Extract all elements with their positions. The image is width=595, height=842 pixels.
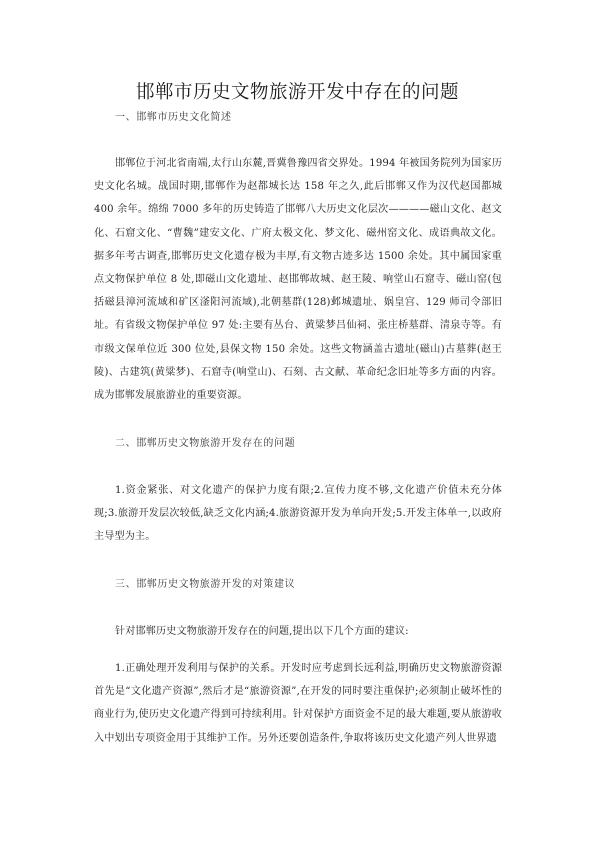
section-2-heading: 二、邯郸历史文物旅游开发存在的问题 [115, 438, 296, 449]
section-3-heading: 三、邯郸历史文物旅游开发的对策建议 [115, 579, 296, 590]
section-3-paragraph [94, 657, 502, 750]
document-title: 邯郸市历史文物旅游开发中存在的问题 [135, 82, 459, 103]
section-3-intro-text: 针对邯郸历史文物旅游开发存在的问题,提出以下几个方面的建议: [115, 626, 409, 637]
section-1-heading: 一、邯郸市历史文化简述 [115, 112, 232, 123]
section-2-paragraph [94, 479, 502, 549]
section-3-text: 1.正确处理开发利用与保护的关系。开发时应考虑到长远利益,明确历史文物旅游资源首先是“文化遗产资源”,然后才是“旅游资源”,在开发的同时要注重保护;必须制止破坏性的商业行为,使历史文化遗产得到可持续利用。针对保护方面资金不足的最大难题,要从旅游收入中划出专项资金用于其维护工作。另外还要创造条件,争取将该历史文化遗产列人世界遗 [94, 663, 502, 744]
section-1-text: 邯郸位于河北省南端,太行山东麓,晋冀鲁豫四省交界处。1994 年被国务院列为国家历史文化名城。战国时期,邯郸作为赵都城长达 158 年之久,此后邯郸又作为汉代赵国都城 400 余年。绵绵 7000 多年的历史铸造了邯郸八大历史文化层次————磁山文化、赵文化、石窟文化、“曹魏”建安文化、广府太极文化、梦文化、磁州窑文化、成语典故文化。据多年考古调查,邯郸历史文化遗存极为丰厚,有文物古迹多达 1500 余处。其中属国家重点文物保护单位 8 处,即磁山文化遗址、赵邯郸故城、赵王陵、响堂山石窟寺、磁山窑(包括磁县漳河流域和矿区滏阳河流域),北朝墓群(128)邺城遗址、娲皇宫、129 师司令部旧址。有省级文物保护单位 97 处:主要有丛台、黄粱梦吕仙祠、张庄桥墓群、清泉寺等。有市级文保单位近 300 位处,县保文物 150 余处。这些文物涵盖古遗址(磁山)古墓葬(赵王陵)、古建筑(黄粱梦)、石窟寺(响堂山)、石刻、古文献、革命纪念旧址等多方面的内容。成为邯郸发展旅游业的重要资源。 [94, 158, 502, 402]
section-2-text: 1.资金紧张、对文化遗产的保护力度有限;2.宣传力度不够,文化遗产价值未充分体现;3.旅游开发层次较低,缺乏文化内涵;4.旅游资源开发为单向开发;5.开发主体单一,以政府主导型为主。 [94, 485, 502, 543]
section-1-paragraph [94, 152, 502, 407]
section-3-intro [94, 620, 502, 643]
